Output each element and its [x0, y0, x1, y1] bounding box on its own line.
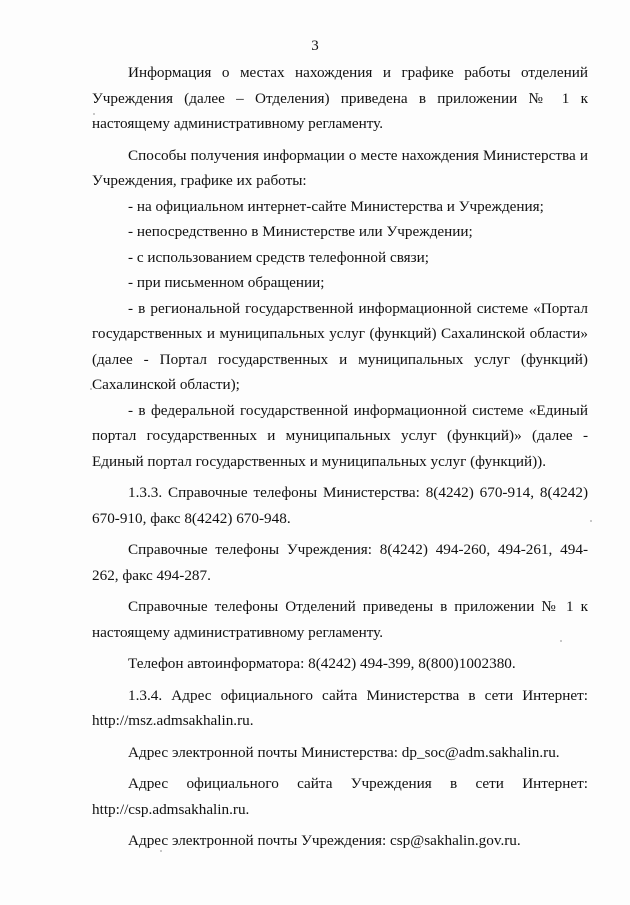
paragraph-ways-intro: Способы получения информации о месте нахождения Министерства и Учреждения, графике их работы: — [92, 146, 588, 189]
list-item-in-person: - непосредственно в Министерстве или Учреждении; — [128, 223, 473, 240]
page-number: 3 — [311, 38, 319, 54]
scan-speck — [93, 113, 95, 115]
paragraph-branches-info: Информация о местах нахождения и графике работы отделений Учреждения (далее – Отделения) приведена в приложении № 1 к настоящему административному регламенту. — [92, 64, 588, 132]
paragraph-autoinformer: Телефон автоинформатора: 8(4242) 494-399, 8(800)1002380. — [128, 655, 516, 672]
list-item-telephone: - с использованием средств телефонной связи; — [128, 248, 429, 266]
list-item-written: - при письменном обращении; — [128, 274, 325, 291]
paragraph-branch-phones: Справочные телефоны Отделений приведены в приложении № 1 к настоящему административному регламенту. — [92, 598, 588, 641]
list-item-federal-portal: - в федеральной государственной информационной системе «Единый портал государственных и муниципальных услуг (функций)» (далее - Единый портал государственных и муниципальных услуг (функций)). — [92, 401, 588, 470]
scan-speck — [160, 850, 162, 852]
paragraph-ministry-email: Адрес электронной почты Министерства: dp_soc@adm.sakhalin.ru. — [128, 743, 560, 761]
scan-speck — [590, 520, 592, 522]
list-item-official-site: - на официальном интернет-сайте Министерства и Учреждения; — [128, 197, 544, 215]
paragraph-institution-phones: Справочные телефоны Учреждения: 8(4242) 494-260, 494-261, 494-262, факс 494-287. — [92, 541, 588, 584]
paragraph-ministry-phones: 1.3.3. Справочные телефоны Министерства: 8(4242) 670-914, 8(4242) 670-910, факс 8(4242) 670-948. — [92, 484, 588, 527]
document-body — [92, 60, 588, 860]
paragraph-institution-website: Адрес официального сайта Учреждения в сети Интернет: http://csp.admsakhalin.ru. — [92, 775, 588, 818]
list-item-regional-portal: - в региональной государственной информационной системе «Портал государственных и муниципальных услуг (функций) Сахалинской области» (далее - Портал государственных и муниципальных услуг (функций) Сахалинской области); — [92, 299, 588, 393]
scan-speck — [90, 388, 92, 390]
scan-speck — [560, 640, 562, 642]
paragraph-institution-email: Адрес электронной почты Учреждения: csp@sakhalin.gov.ru. — [128, 832, 521, 849]
paragraph-ministry-website: 1.3.4. Адрес официального сайта Министерства в сети Интернет: http://msz.admsakhalin.ru. — [92, 686, 588, 729]
